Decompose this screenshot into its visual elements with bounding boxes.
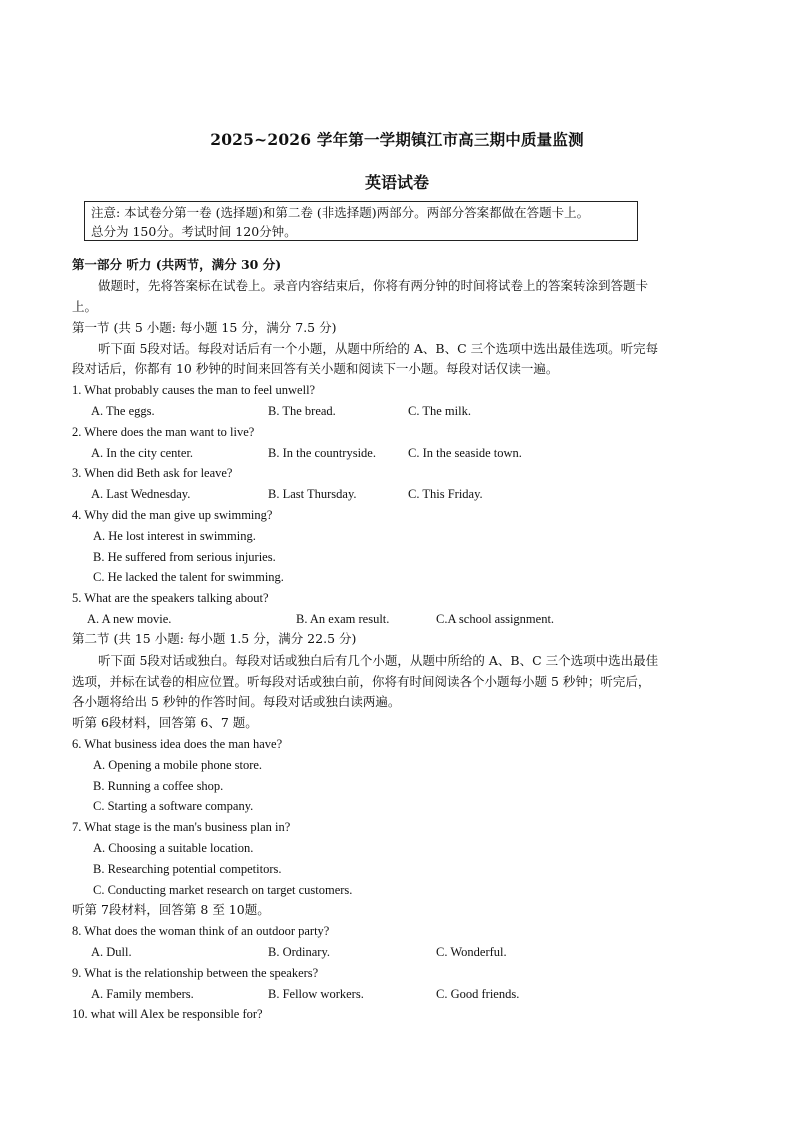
material-7-instruction: 听第 7段材料，回答第 8 至 10题。: [72, 902, 270, 917]
q7-option-a: A. Choosing a suitable location.: [93, 841, 254, 855]
section2-intro-3: 各小题将给出 5 秒钟的作答时间。每段对话或独白读两遍。: [72, 694, 401, 709]
q4-option-a: A. He lost interest in swimming.: [93, 529, 256, 543]
q9-option-a: A. Family members.: [91, 987, 194, 1001]
question-8: 8. What does the woman think of an outdoor party?: [72, 924, 330, 938]
question-5: 5. What are the speakers talking about?: [72, 591, 269, 605]
q6-option-a: A. Opening a mobile phone store.: [93, 758, 263, 772]
notice-line-1: 注意: 本试卷分第一卷 (选择题)和第二卷 (非选择题)两部分。两部分答案都做在答题卡上。: [91, 205, 590, 220]
q3-option-b: B. Last Thursday.: [268, 487, 357, 501]
q1-option-c: C. The milk.: [408, 404, 471, 418]
material-6-instruction: 听第 6段材料，回答第 6、7 题。: [72, 715, 258, 730]
q6-option-c: C. Starting a software company.: [93, 799, 254, 813]
q2-option-c: C. In the seaside town.: [408, 446, 522, 460]
q5-option-a: A. A new movie.: [87, 612, 172, 626]
q7-option-b: B. Researching potential competitors.: [93, 862, 282, 876]
part1-intro-1: 做题时，先将答案标在试卷上。录音内容结束后，你将有两分钟的时间将试卷上的答案转涂到答题卡: [98, 278, 649, 293]
q2-option-a: A. In the city center.: [91, 446, 194, 460]
section2-intro-2: 选项，并标在试卷的相应位置。听每段对话或独白前，你将有时间阅读各个小题每小题 5 秒钟；听完后，: [72, 674, 651, 689]
notice-box: [84, 201, 638, 241]
q4-option-c: C. He lacked the talent for swimming.: [93, 570, 284, 584]
q1-option-a: A. The eggs.: [91, 404, 155, 418]
q8-option-b: B. Ordinary.: [268, 945, 331, 959]
q7-option-c: C. Conducting market research on target customers.: [93, 883, 353, 897]
q3-option-a: A. Last Wednesday.: [91, 487, 191, 501]
section2-heading: 第二节 (共 15 小题: 每小题 1.5 分，满分 22.5 分): [72, 631, 357, 646]
q5-option-c: C.A school assignment.: [436, 612, 555, 626]
notice-line-2: 总分为 150分。考试时间 120分钟。: [91, 224, 297, 239]
section1-intro-1: 听下面 5段对话。每段对话后有一个小题，从题中所给的 A、B、C 三个选项中选出最佳选项。听完每: [98, 341, 659, 356]
section2-intro-1: 听下面 5段对话或独白。每段对话或独白后有几个小题，从题中所给的 A、B、C 三个选项中选出最佳: [98, 653, 659, 668]
part1-intro-2: 上。: [72, 299, 98, 314]
q3-option-c: C. This Friday.: [408, 487, 483, 501]
question-1: 1. What probably causes the man to feel unwell?: [72, 383, 316, 397]
question-10: 10. what will Alex be responsible for?: [72, 1007, 263, 1021]
section1-heading: 第一节 (共 5 小题: 每小题 15 分，满分 7.5 分): [72, 320, 337, 335]
question-3: 3. When did Beth ask for leave?: [72, 466, 233, 480]
section1-intro-2: 段对话后，你都有 10 秒钟的时间来回答有关小题和阅读下一小题。每段对话仅读一遍。: [72, 361, 559, 376]
exam-title: 2025~2026 学年第一学期镇江市高三期中质量监测: [210, 130, 584, 149]
q6-option-b: B. Running a coffee shop.: [93, 779, 224, 793]
q8-option-c: C. Wonderful.: [436, 945, 507, 959]
q9-option-c: C. Good friends.: [436, 987, 520, 1001]
q1-option-b: B. The bread.: [268, 404, 336, 418]
q8-option-a: A. Dull.: [91, 945, 132, 959]
q9-option-b: B. Fellow workers.: [268, 987, 364, 1001]
q4-option-b: B. He suffered from serious injuries.: [93, 550, 276, 564]
question-4: 4. Why did the man give up swimming?: [72, 508, 273, 522]
question-7: 7. What stage is the man's business plan in?: [72, 820, 291, 834]
question-9: 9. What is the relationship between the speakers?: [72, 966, 319, 980]
question-2: 2. Where does the man want to live?: [72, 425, 255, 439]
q2-option-b: B. In the countryside.: [268, 446, 376, 460]
part1-heading: 第一部分 听力 (共两节，满分 30 分): [72, 257, 282, 272]
question-6: 6. What business idea does the man have?: [72, 737, 283, 751]
exam-subtitle: 英语试卷: [364, 173, 429, 192]
q5-option-b: B. An exam result.: [296, 612, 390, 626]
